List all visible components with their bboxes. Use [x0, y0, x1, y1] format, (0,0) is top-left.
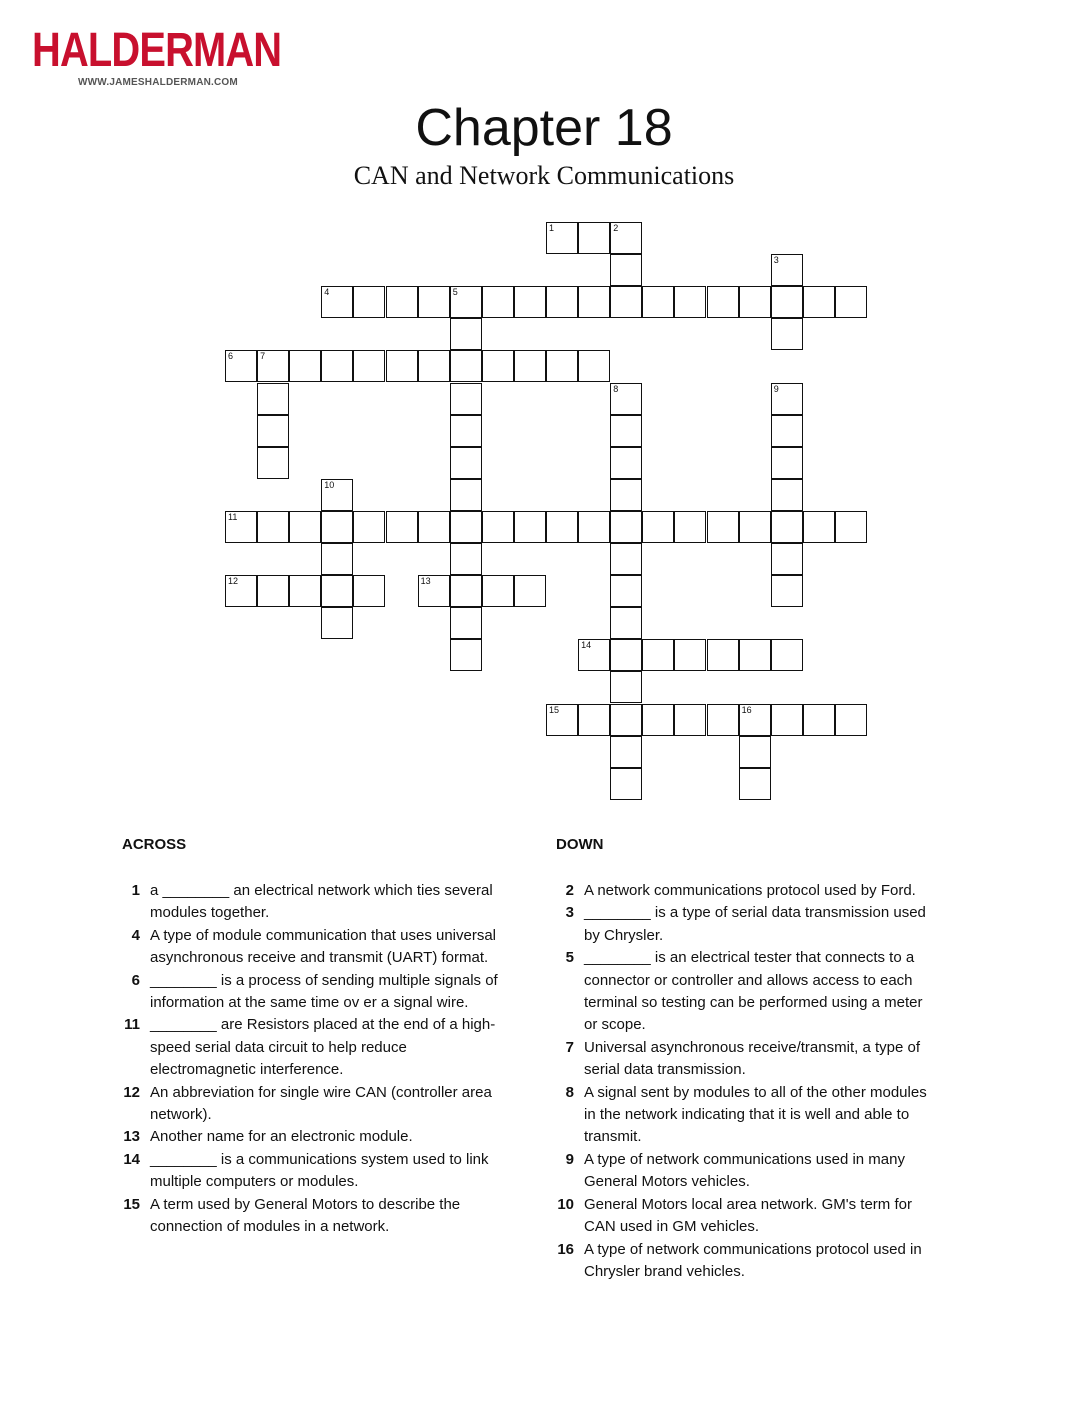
crossword-cell[interactable]: [450, 350, 482, 382]
clue-number: 9: [565, 1150, 574, 1168]
crossword-cell[interactable]: [450, 607, 482, 639]
clue-text: ________ is a communications system used to link multiple computers or modules.: [150, 1150, 489, 1191]
clue-text: a ________ an electrical network which ties several modules together.: [150, 882, 493, 922]
down-clue: [554, 902, 934, 947]
crossword-cell[interactable]: [835, 704, 867, 736]
page-subtitle: CAN and Network Communications: [353, 161, 735, 190]
cell-number: 16: [741, 704, 752, 715]
crossword-cell[interactable]: [771, 286, 803, 318]
crossword-cell[interactable]: [771, 479, 803, 511]
crossword-cell[interactable]: [321, 286, 353, 318]
crossword-cell[interactable]: [257, 447, 289, 479]
clue-text: An abbreviation for single wire CAN (controller area network).: [150, 1083, 492, 1124]
crossword-cell[interactable]: [289, 350, 321, 382]
crossword-cell[interactable]: [674, 639, 706, 671]
crossword-cell[interactable]: [707, 704, 739, 736]
clue-text: ________ are Resistors placed at the end of a high-speed serial data circuit to help reduce electromagnetic interference.: [150, 1016, 496, 1079]
down-clue: [554, 880, 934, 902]
cell-number: 15: [549, 704, 560, 715]
crossword-cell[interactable]: [771, 639, 803, 671]
crossword-cell[interactable]: [321, 350, 353, 382]
crossword-cell[interactable]: [610, 768, 642, 800]
down-clue: [554, 947, 934, 1037]
crossword-cell[interactable]: [739, 639, 771, 671]
crossword-cell[interactable]: [610, 286, 642, 318]
crossword-cell[interactable]: [771, 575, 803, 607]
clue-text: ________ is a type of serial data transmission used by Chrysler.: [584, 904, 926, 944]
crossword-cell[interactable]: [578, 286, 610, 318]
crossword-cell[interactable]: [418, 286, 450, 318]
across-clue: [120, 1194, 500, 1239]
cell-number: 9: [773, 383, 779, 394]
crossword-cell[interactable]: [610, 222, 642, 254]
crossword-cell[interactable]: [610, 543, 642, 575]
crossword-cell[interactable]: [771, 543, 803, 575]
crossword-cell[interactable]: [835, 286, 867, 318]
crossword-cell[interactable]: [642, 286, 674, 318]
cell-number: 11: [228, 511, 238, 522]
clue-text: Another name for an electronic module.: [150, 1128, 413, 1146]
down-clue: [554, 1149, 934, 1194]
crossword-cell[interactable]: [418, 350, 450, 382]
across-clue: [120, 1126, 500, 1148]
cell-number: 13: [420, 576, 431, 587]
clue-number: 16: [557, 1240, 574, 1258]
clue-number: 1: [131, 882, 140, 899]
crossword-cell[interactable]: [707, 639, 739, 671]
crossword-cell[interactable]: [610, 736, 642, 768]
clue-number: 15: [123, 1195, 140, 1213]
crossword-cell[interactable]: [642, 639, 674, 671]
clue-number: 5: [565, 949, 574, 967]
crossword-cell[interactable]: [578, 639, 610, 671]
clue-number: 3: [565, 904, 574, 922]
clue-text: ________ is an electrical tester that connects to a connector or controller and allows access to each terminal so testing can be performed using a meter or scope.: [584, 949, 923, 1034]
crossword-cell[interactable]: [610, 671, 642, 703]
crossword-cell[interactable]: [450, 479, 482, 511]
down-clue: [554, 1037, 934, 1082]
cell-number: 14: [581, 640, 592, 651]
crossword-cell[interactable]: [771, 704, 803, 736]
cell-number: 10: [324, 479, 335, 490]
crossword-cell[interactable]: [771, 447, 803, 479]
across-heading: ACROSS: [122, 836, 187, 853]
across-clue: [120, 970, 500, 1015]
clue-text: A type of module communication that uses universal asynchronous receive and transmit (UART) format.: [150, 926, 497, 967]
crossword-cell[interactable]: [257, 415, 289, 447]
crossword-cell[interactable]: [450, 639, 482, 671]
crossword-cell[interactable]: [674, 704, 706, 736]
crossword-cell[interactable]: [321, 511, 353, 543]
crossword-cell[interactable]: [353, 575, 385, 607]
crossword-cell[interactable]: [450, 511, 482, 543]
cell-number: 3: [773, 255, 779, 266]
cell-number: 6: [228, 351, 234, 362]
crossword-cell[interactable]: [739, 704, 771, 736]
crossword-cell[interactable]: [578, 511, 610, 543]
crossword-cell[interactable]: [386, 350, 418, 382]
clue-number: 8: [565, 1083, 574, 1101]
across-clue: [120, 1149, 500, 1194]
crossword-cell[interactable]: [610, 607, 642, 639]
crossword-cell[interactable]: [674, 286, 706, 318]
crossword-cell[interactable]: [610, 479, 642, 511]
crossword-cell[interactable]: [289, 511, 321, 543]
crossword-cell[interactable]: [739, 286, 771, 318]
crossword-cell[interactable]: [546, 286, 578, 318]
crossword-cell[interactable]: [482, 286, 514, 318]
crossword-cell[interactable]: [610, 447, 642, 479]
crossword-cell[interactable]: [386, 511, 418, 543]
across-clue: [120, 1082, 500, 1127]
crossword-cell[interactable]: [386, 286, 418, 318]
crossword-cell[interactable]: [450, 447, 482, 479]
cell-number: 8: [613, 383, 619, 394]
clue-text: A term used by General Motors to describe the connection of modules in a network.: [150, 1195, 461, 1236]
down-clue: [554, 1239, 934, 1284]
crossword-cell[interactable]: [610, 415, 642, 447]
crossword-cell[interactable]: [707, 511, 739, 543]
crossword-cell[interactable]: [289, 575, 321, 607]
clue-number: 12: [123, 1083, 140, 1101]
crossword-cell[interactable]: [610, 511, 642, 543]
down-clue: [554, 1194, 934, 1239]
crossword-cell[interactable]: [514, 286, 546, 318]
crossword-cell[interactable]: [450, 575, 482, 607]
crossword-cell[interactable]: [321, 575, 353, 607]
crossword-cell[interactable]: [771, 511, 803, 543]
crossword-cell[interactable]: [803, 286, 835, 318]
page-title: Chapter 18: [415, 99, 673, 157]
crossword-cell[interactable]: [418, 575, 450, 607]
crossword-cell[interactable]: [321, 607, 353, 639]
clue-number: 11: [124, 1016, 140, 1034]
crossword-cell[interactable]: [353, 511, 385, 543]
crossword-cell[interactable]: [771, 383, 803, 415]
crossword-cell[interactable]: [610, 575, 642, 607]
crossword-cell[interactable]: [610, 383, 642, 415]
crossword-cell[interactable]: [321, 543, 353, 575]
clue-number: 14: [123, 1150, 140, 1168]
crossword-cell[interactable]: [546, 511, 578, 543]
cell-number: 7: [260, 351, 266, 362]
crossword-cell[interactable]: [353, 350, 385, 382]
clue-number: 7: [565, 1038, 574, 1056]
crossword-cell[interactable]: [739, 511, 771, 543]
crossword-cell[interactable]: [546, 222, 578, 254]
clue-number: 13: [123, 1128, 140, 1146]
logo-url: WWW.JAMESHALDERMAN.COM: [78, 77, 238, 88]
clue-text: A signal sent by modules to all of the other modules in the network indicating that it is well and able to transmit.: [584, 1083, 927, 1146]
crossword-cell[interactable]: [739, 768, 771, 800]
clue-number: 2: [565, 882, 574, 899]
crossword-cell[interactable]: [707, 286, 739, 318]
clue-text: A network communications protocol used by Ford.: [584, 882, 916, 899]
clue-text: General Motors local area network. GM's term for CAN used in GM vehicles.: [584, 1195, 912, 1236]
clue-text: A type of network communications protocol used in Chrysler brand vehicles.: [584, 1240, 922, 1280]
crossword-cell[interactable]: [610, 254, 642, 286]
down-heading: DOWN: [556, 836, 604, 853]
cell-number: 2: [613, 223, 619, 233]
crossword-cell[interactable]: [257, 383, 289, 415]
crossword-cell[interactable]: [771, 254, 803, 286]
crossword-cell[interactable]: [257, 511, 289, 543]
clue-number: 10: [557, 1195, 574, 1213]
crossword-cell[interactable]: [771, 318, 803, 350]
clue-number: 4: [131, 926, 140, 944]
crossword-cell[interactable]: [257, 575, 289, 607]
crossword-cell[interactable]: [482, 575, 514, 607]
across-clue: [120, 925, 500, 970]
crossword-cell[interactable]: [642, 511, 674, 543]
crossword-cell[interactable]: [739, 736, 771, 768]
crossword-cell[interactable]: [450, 415, 482, 447]
crossword-cell[interactable]: [642, 704, 674, 736]
across-clue: [120, 1014, 500, 1081]
crossword-cell[interactable]: [353, 286, 385, 318]
clue-text: ________ is a process of sending multiple signals of information at the same time ov er a signal wire.: [150, 971, 498, 1012]
crossword-cell[interactable]: [803, 704, 835, 736]
clue-text: Universal asynchronous receive/transmit, a type of serial data transmission.: [584, 1038, 920, 1079]
crossword-cell[interactable]: [257, 350, 289, 382]
crossword-cell[interactable]: [225, 350, 257, 382]
clue-text: A type of network communications used in many General Motors vehicles.: [584, 1150, 905, 1191]
crossword-cell[interactable]: [578, 704, 610, 736]
crossword-cell[interactable]: [225, 511, 257, 543]
crossword-cell[interactable]: [321, 479, 353, 511]
crossword-cell[interactable]: [514, 350, 546, 382]
cell-number: 5: [452, 287, 458, 298]
crossword-cell[interactable]: [771, 415, 803, 447]
crossword-cell[interactable]: [450, 383, 482, 415]
cell-number: 12: [228, 576, 239, 587]
crossword-cell[interactable]: [450, 286, 482, 318]
across-clues: [120, 880, 500, 1239]
down-clues: [554, 880, 934, 1283]
crossword-cell[interactable]: [610, 639, 642, 671]
crossword-cell[interactable]: [610, 704, 642, 736]
crossword-cell[interactable]: [450, 318, 482, 350]
crossword-cell[interactable]: [225, 575, 257, 607]
across-clue: [120, 880, 500, 925]
crossword-cell[interactable]: [450, 543, 482, 575]
crossword-cell[interactable]: [578, 350, 610, 382]
cell-number: 4: [324, 287, 330, 298]
crossword-cell[interactable]: [835, 511, 867, 543]
cell-number: 1: [549, 223, 555, 233]
logo-brand: HALDERMAN: [32, 24, 282, 77]
crossword-cell[interactable]: [546, 350, 578, 382]
crossword-cell[interactable]: [418, 511, 450, 543]
down-clue: [554, 1082, 934, 1149]
clue-number: 6: [131, 971, 140, 989]
crossword-cell[interactable]: [514, 511, 546, 543]
crossword-cell[interactable]: [482, 511, 514, 543]
crossword-cell[interactable]: [514, 575, 546, 607]
crossword-cell[interactable]: [803, 511, 835, 543]
crossword-cell[interactable]: [674, 511, 706, 543]
crossword-cell[interactable]: [546, 704, 578, 736]
crossword-cell[interactable]: [578, 222, 610, 254]
crossword-cell[interactable]: [482, 350, 514, 382]
